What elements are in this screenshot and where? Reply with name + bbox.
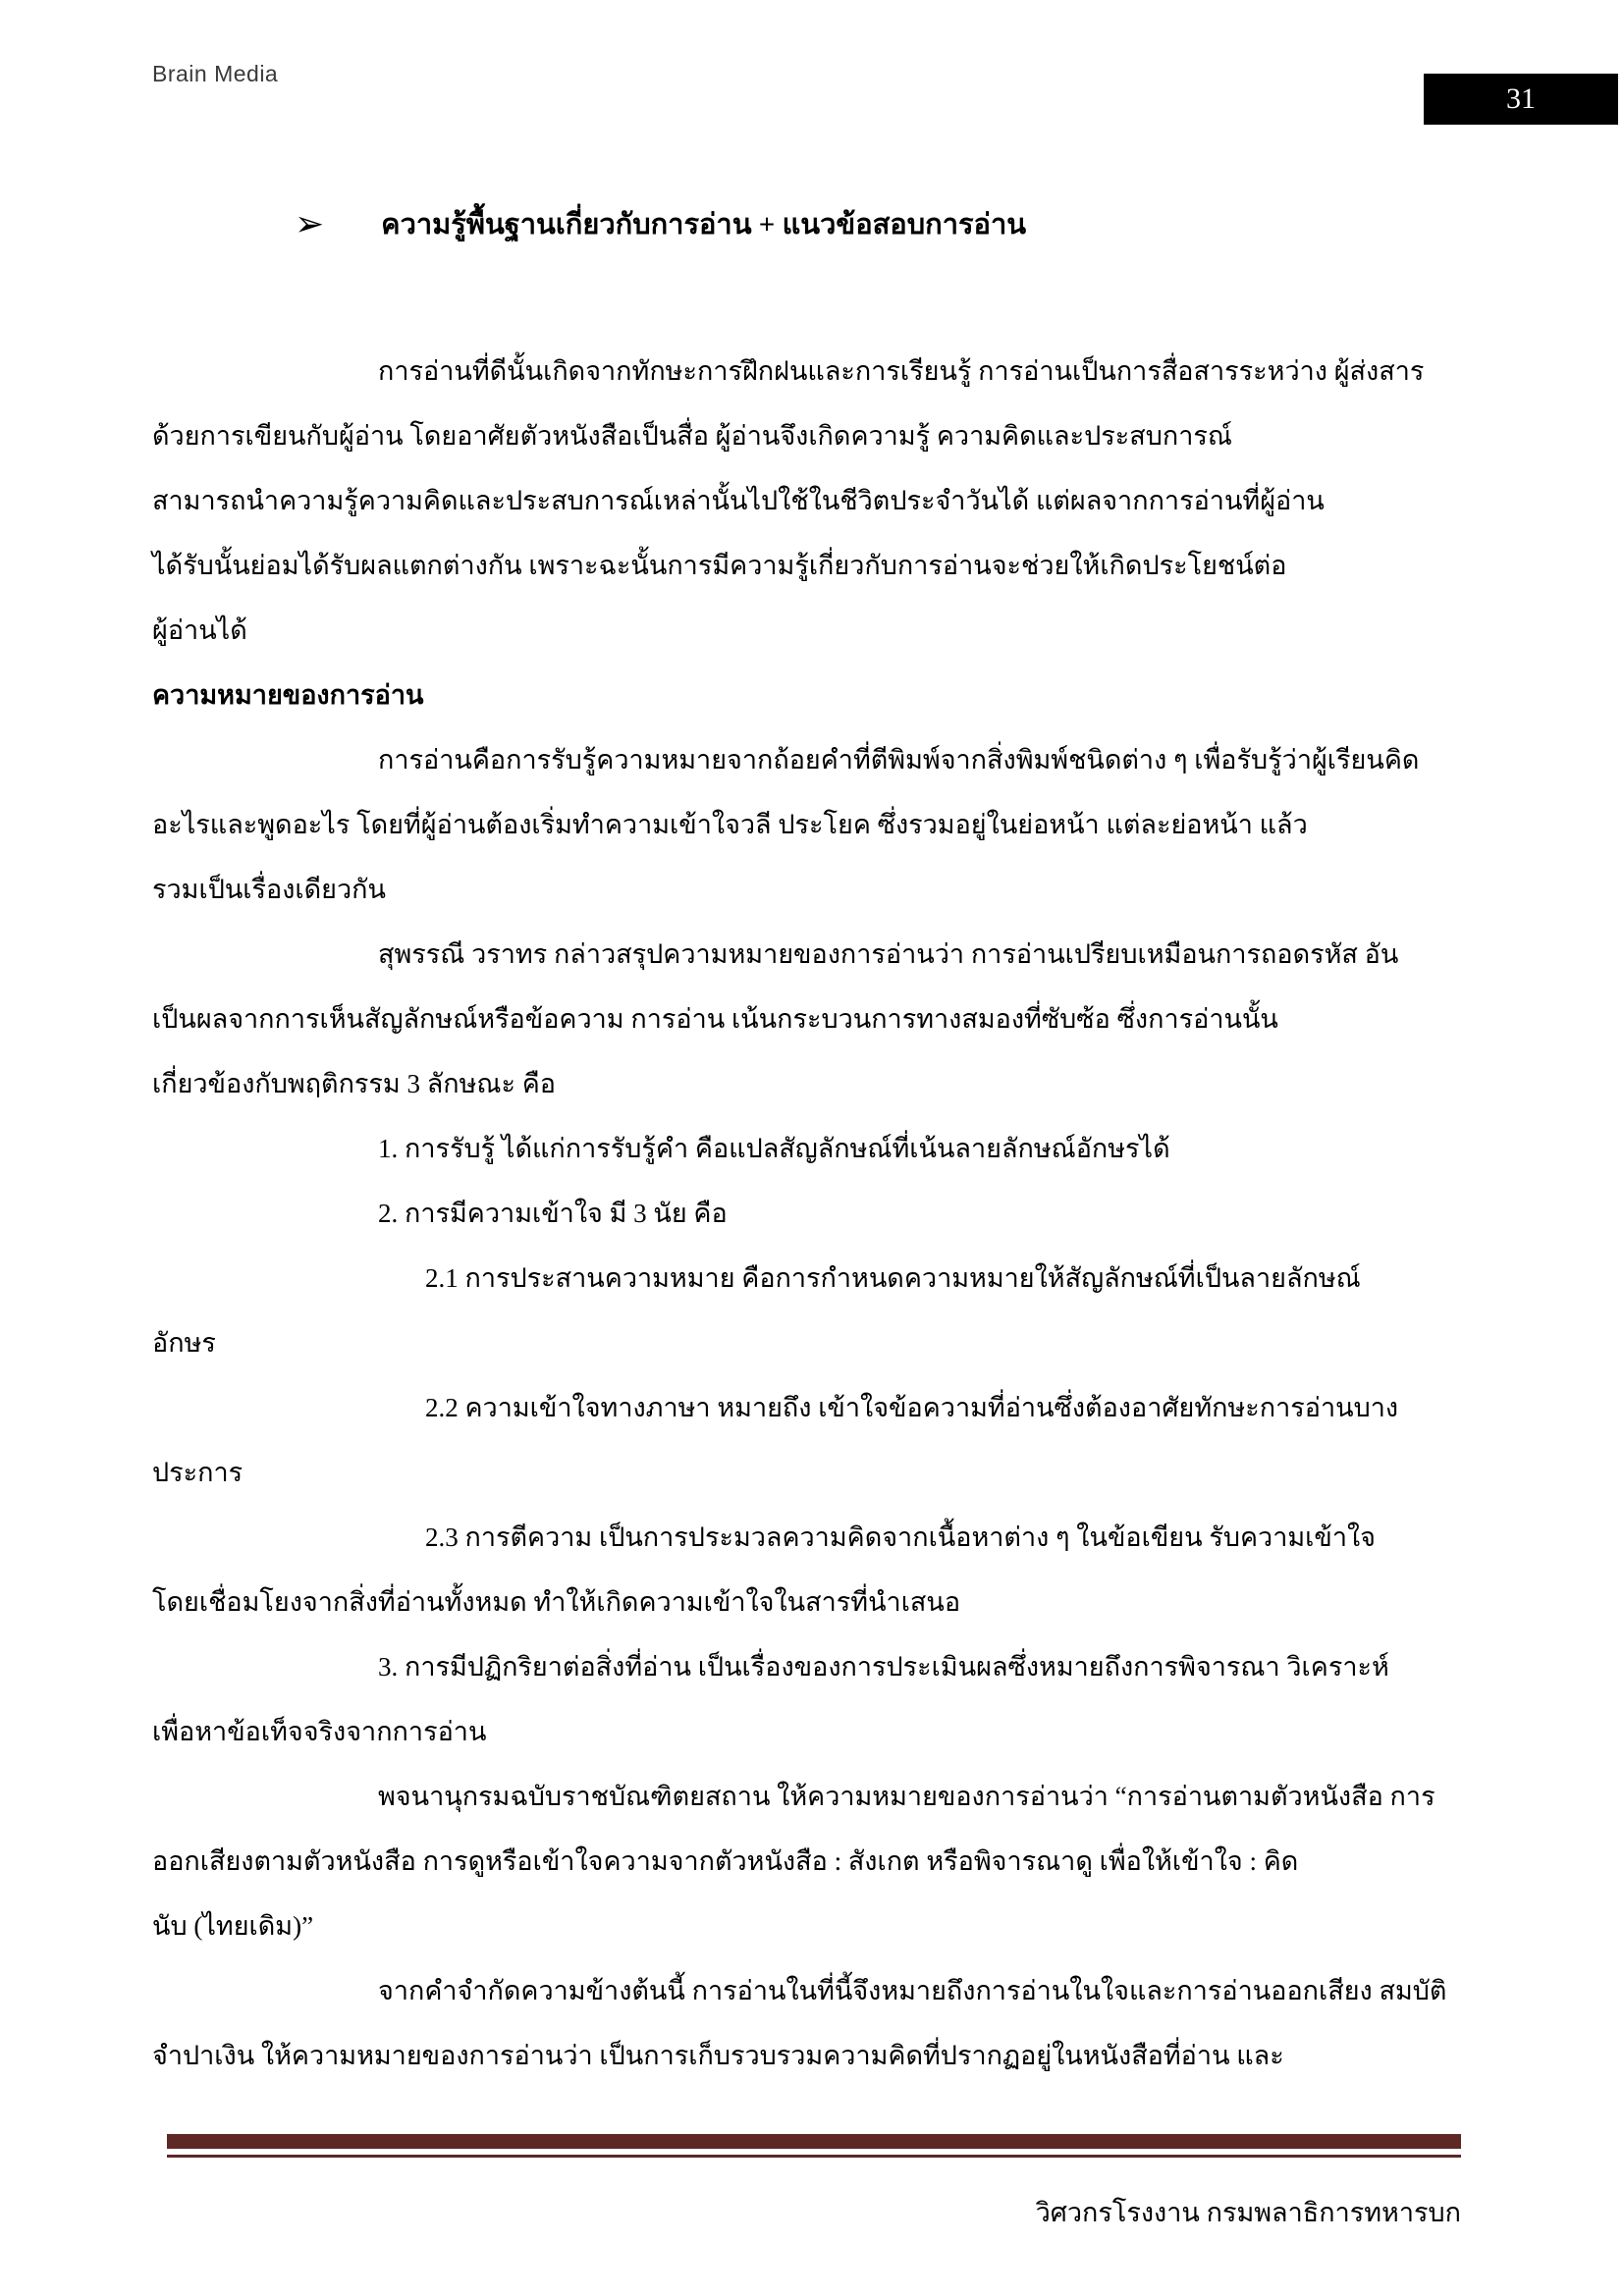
body-line: 3. การมีปฏิกริยาต่อสิ่งที่อ่าน เป็นเรื่องของการประเมินผลซึ่งหมายถึงการพิจารณา วิเคราะห์ xyxy=(378,1652,1389,1682)
page-number-badge xyxy=(1424,74,1618,125)
body-line: ประการ xyxy=(152,1458,244,1487)
footer-rule-thin xyxy=(167,2155,1461,2158)
body-line: เป็นผลจากการเห็นสัญลักษณ์หรือข้อความ การอ่าน เน้นกระบวนการทางสมองที่ซับซ้อ ซึ่งการอ่านนั้น xyxy=(152,1004,1278,1034)
body-line: โดยเชื่อมโยงจากสิ่งที่อ่านทั้งหมด ทำให้เกิดความเข้าใจในสารที่นำเสนอ xyxy=(152,1587,961,1617)
body-line: 2.3 การตีความ เป็นการประมวลความคิดจากเนื้อหาต่าง ๆ ในข้อเขียน รับความเข้าใจ xyxy=(425,1522,1377,1552)
body-line: 2. การมีความเข้าใจ มี 3 นัย คือ xyxy=(378,1199,728,1228)
page-number: 31 xyxy=(1506,82,1536,115)
body-line: ผู้อ่านได้ xyxy=(152,615,247,645)
body-line: ออกเสียงตามตัวหนังสือ การดูหรือเข้าใจความจากตัวหนังสือ : สังเกต หรือพิจารณาดู เพื่อให้เข้าใจ : คิด xyxy=(152,1846,1299,1876)
body-line: จากคำจำกัดความข้างต้นนี้ การอ่านในที่นี้จึงหมายถึงการอ่านในใจและการอ่านออกเสียง สมบัติ xyxy=(378,1976,1447,2005)
section-title-row xyxy=(295,201,1026,246)
document-body xyxy=(152,339,1472,2088)
section-heading: ความหมายของการอ่าน xyxy=(152,680,424,710)
body-line: 2.2 ความเข้าใจทางภาษา หมายถึง เข้าใจข้อความที่อ่านซึ่งต้องอาศัยทักษะการอ่านบาง xyxy=(425,1393,1399,1422)
footer-rule-thick xyxy=(167,2134,1461,2149)
body-line: อักษร xyxy=(152,1328,216,1358)
body-line: 1. การรับรู้ ได้แก่การรับรู้คำ คือแปลสัญลักษณ์ที่เน้นลายลักษณ์อักษรได้ xyxy=(378,1134,1170,1163)
body-line: ด้วยการเขียนกับผู้อ่าน โดยอาศัยตัวหนังสือเป็นสื่อ ผู้อ่านจึงเกิดความรู้ ความคิดและประสบการณ์ xyxy=(152,421,1232,451)
body-line: พจนานุกรมฉบับราชบัณฑิตยสถาน ให้ความหมายของการอ่านว่า “การอ่านตามตัวหนังสือ การ xyxy=(378,1782,1435,1811)
body-line: สุพรรณี วราทร กล่าวสรุปความหมายของการอ่านว่า การอ่านเปรียบเหมือนการถอดรหัส อัน xyxy=(378,939,1399,969)
body-line: เกี่ยวข้องกับพฤติกรรม 3 ลักษณะ คือ xyxy=(152,1069,556,1098)
arrow-bullet-icon: ➢ xyxy=(295,204,325,243)
page-title: ความรู้พื้นฐานเกี่ยวกับการอ่าน + แนวข้อสอบการอ่าน xyxy=(381,209,1027,240)
brand-text: Brain Media xyxy=(152,61,279,86)
body-line: การอ่านคือการรับรู้ความหมายจากถ้อยคำที่ตีพิมพ์จากสิ่งพิมพ์ชนิดต่าง ๆ เพื่อรับรู้ว่าผู้เรียนคิด xyxy=(378,745,1420,774)
footer-text: วิศวกรโรงงาน กรมพลาธิการทหารบก xyxy=(1035,2198,1461,2227)
body-line: การอ่านที่ดีนั้นเกิดจากทักษะการฝึกฝนและการเรียนรู้ การอ่านเป็นการสื่อสารระหว่าง ผู้ส่งสาร xyxy=(378,356,1425,386)
body-line: รวมเป็นเรื่องเดียวกัน xyxy=(152,875,386,904)
body-line: อะไรและพูดอะไร โดยที่ผู้อ่านต้องเริ่มทำความเข้าใจวลี ประโยค ซึ่งรวมอยู่ในย่อหน้า แต่ละย่อหน้า แล้ว xyxy=(152,810,1308,839)
body-line: จำปาเงิน ให้ความหมายของการอ่านว่า เป็นการเก็บรวบรวมความคิดที่ปรากฏอยู่ในหนังสือที่อ่าน และ xyxy=(152,2041,1284,2070)
body-line: สามารถนำความรู้ความคิดและประสบการณ์เหล่านั้นไปใช้ในชีวิตประจำวันได้ แต่ผลจากการอ่านที่ผู้อ่าน xyxy=(152,486,1325,515)
body-line: นับ (ไทยเดิม)” xyxy=(152,1911,314,1941)
body-line: 2.1 การประสานความหมาย คือการกำหนดความหมายให้สัญลักษณ์ที่เป็นลายลักษณ์ xyxy=(425,1263,1361,1293)
body-line: เพื่อหาข้อเท็จจริงจากการอ่าน xyxy=(152,1717,487,1746)
body-line: ได้รับนั้นย่อมได้รับผลแตกต่างกัน เพราะฉะนั้นการมีความรู้เกี่ยวกับการอ่านจะช่วยให้เกิดประโยชน์ต่อ xyxy=(152,551,1287,580)
